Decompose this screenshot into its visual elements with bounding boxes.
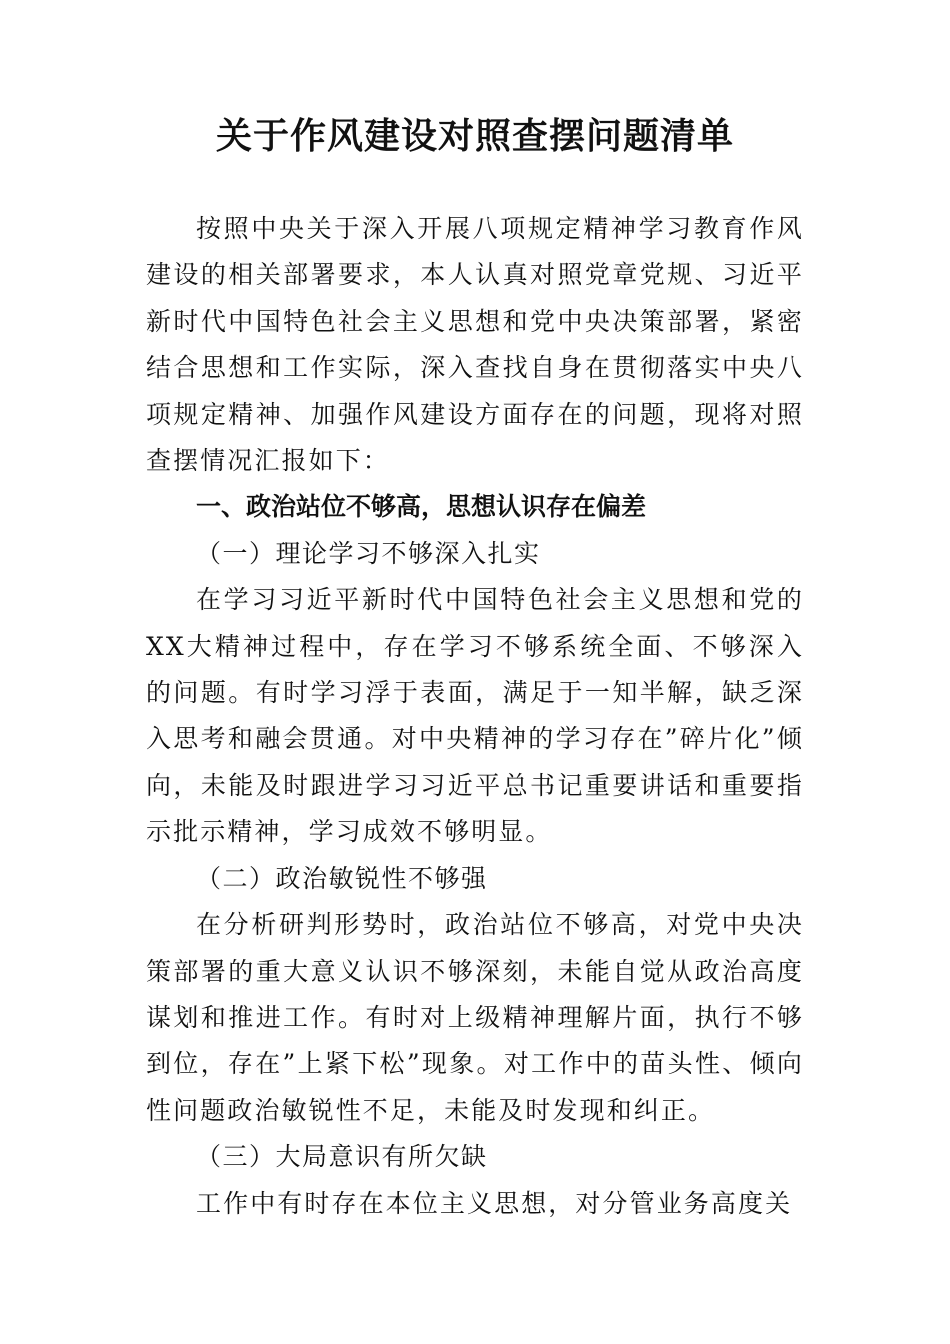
subsection-heading-3: （三）大局意识有所欠缺 [196, 1142, 488, 1172]
document-body [146, 206, 804, 1227]
intro-paragraph: 按照中央关于深入开展八项规定精神学习教育作风建设的相关部署要求，本人认真对照党章党规、习近平新时代中国特色社会主义思想和党中央决策部署，紧密结合思想和工作实际，深入查找自身在贯彻落实中央八项规定精神、加强作风建设方面存在的问题，现将对照查摆情况汇报如下： [146, 214, 804, 476]
subsection-heading-2: （二）政治敏锐性不够强 [196, 863, 488, 893]
subsection-paragraph-3: 工作中有时存在本位主义思想，对分管业务高度关 [196, 1188, 793, 1218]
section-heading-1: 一、政治站位不够高，思想认识存在偏差 [196, 492, 647, 522]
document-title: 关于作风建设对照查摆问题清单 [215, 115, 734, 157]
subsection-heading-1: （一）理论学习不够深入扎实 [196, 538, 541, 568]
subsection-paragraph-1: 在学习习近平新时代中国特色社会主义思想和党的XX大精神过程中，存在学习不够系统全面、不够深入的问题。有时学习浮于表面，满足于一知半解，缺乏深入思考和融会贯通。对中央精神的学习存在”碎片化”倾向，未能及时跟进学习习近平总书记重要讲话和重要指示批示精神，学习成效不够明显。 [146, 585, 804, 847]
subsection-paragraph-2: 在分析研判形势时，政治站位不够高，对党中央决策部署的重大意义认识不够深刻，未能自觉从政治高度谋划和推进工作。有时对上级精神理解片面，执行不够到位，存在”上紧下松”现象。对工作中的苗头性、倾向性问题政治敏锐性不足，未能及时发现和纠正。 [146, 910, 804, 1125]
